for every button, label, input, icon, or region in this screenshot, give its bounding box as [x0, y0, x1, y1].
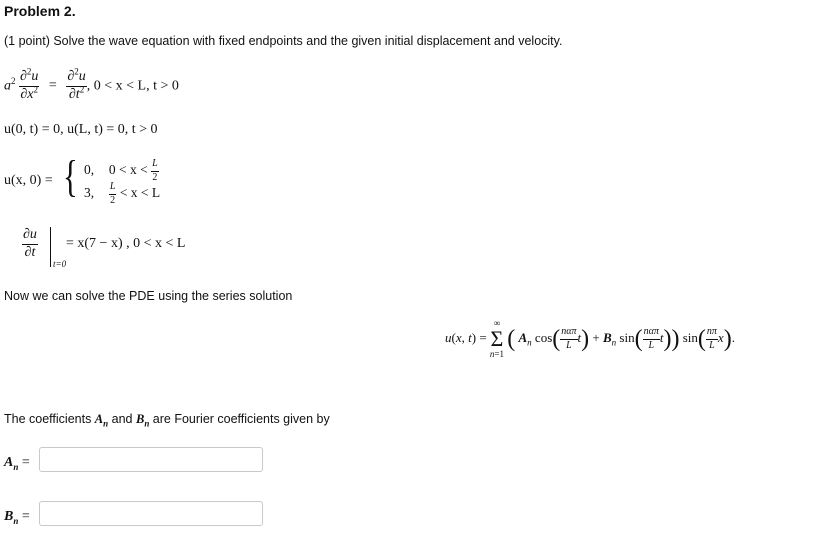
bn-answer-input[interactable]: [39, 501, 263, 526]
coeff-and: and: [108, 412, 136, 426]
case-1-range: 0 < x <: [108, 162, 148, 178]
case-2-value: 3,: [84, 185, 95, 201]
d2u-dx2-fraction: $\frac{\partial^2u}{\partial x^2}$: [20, 66, 39, 102]
initial-velocity-rhs: = x(7 − x) , 0 < x < L: [66, 236, 186, 251]
summation-symbol: ∞ Σ n=1: [489, 318, 504, 359]
an-label: [4, 455, 30, 471]
piecewise-case-2: [84, 182, 160, 206]
an-symbol: A: [4, 455, 14, 470]
bn-symbol: B: [4, 509, 14, 524]
coeff-suffix: are Fourier coefficients given by: [149, 412, 330, 426]
problem-title: Problem 2.: [4, 3, 76, 19]
du-dt-fraction: $\frac{\partial u}{\partial t}$: [23, 227, 37, 260]
case-1-value: 0,: [84, 162, 95, 178]
evaluation-point: t=0: [53, 259, 67, 269]
bn-equals: =: [21, 509, 30, 524]
boundary-conditions: u(0, t) = 0, u(L, t) = 0, t > 0: [4, 122, 158, 137]
l-over-2-fraction: $\frac{L}{2}$: [109, 181, 116, 206]
initial-displacement-lhs: u(x, 0) =: [4, 173, 53, 188]
bn-subscript: n: [13, 515, 19, 526]
wave-domain: , 0 < x < L, t > 0: [86, 78, 179, 94]
an-equals: =: [21, 455, 30, 470]
wave-equation: $a^2$ $\frac{\partial^2u}{\partial x^2}$ = $\frac{\partial^2u}{\partial t^2}$ , 0 < x < L, t > 0: [4, 66, 179, 102]
coeff-prefix: The coefficients: [4, 412, 95, 426]
left-brace: {: [63, 152, 78, 201]
coefficients-sentence: The coefficients $A_n$ and $B_n$ are Fourier coefficients given by: [4, 412, 330, 429]
piecewise-case-1: [84, 159, 159, 183]
d2u-dt2-fraction: $\frac{\partial^2u}{\partial t^2}$: [67, 66, 86, 102]
series-intro: Now we can solve the PDE using the series solution: [4, 289, 293, 303]
case-2-range: < x < L: [119, 185, 161, 201]
an-answer-input[interactable]: [39, 447, 263, 472]
l-over-2-fraction: $\frac{L}{2}$: [152, 158, 158, 183]
bn-label: [4, 509, 30, 525]
series-solution-formula: u(x, t) = ∞ Σ n=1 ( $A_n$ cos( $\frac{\text{nαπ}}{L}$ $t) + B_n$ sin( $\frac{\text{nαπ}}{L}$ t)) sin( $\frac{n\pi}{L}$ x).: [445, 318, 735, 359]
problem-intro: (1 point) Solve the wave equation with fixed endpoints and the given initial displacement and velocity.: [4, 34, 563, 48]
an-subscript: n: [13, 461, 19, 472]
evaluation-bar: [50, 227, 51, 267]
